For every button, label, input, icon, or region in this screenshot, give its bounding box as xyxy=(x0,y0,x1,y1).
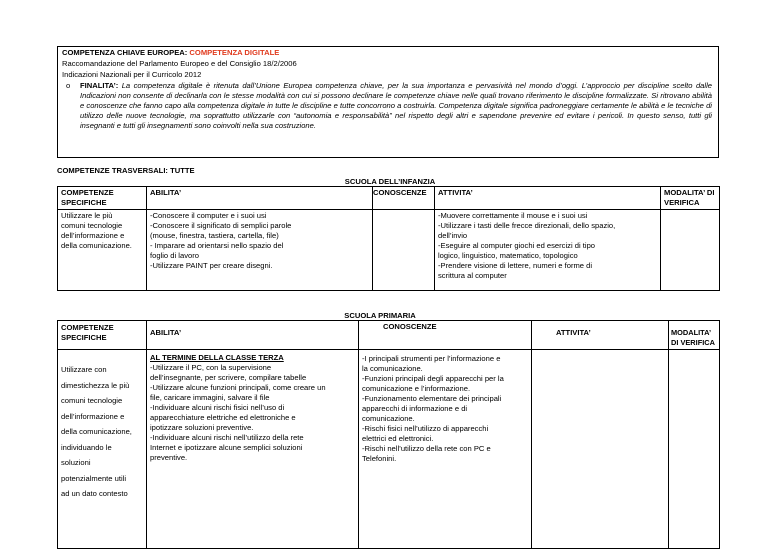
primaria-competenze-line: soluzioni xyxy=(61,458,91,467)
primaria-attivita-cell xyxy=(532,350,669,549)
infanzia-competenze-line: della comunicazione. xyxy=(61,241,132,250)
primaria-abilita-cell xyxy=(147,350,359,549)
infanzia-header-conoscenze: CONOSCENZE xyxy=(373,187,435,210)
primaria-abilita-line: file, caricare immagini, salvare il file xyxy=(150,393,270,402)
primaria-conoscenze-line: comunicazione e l’informazione. xyxy=(362,384,471,393)
primaria-conoscenze-line: elettrici ed elettronici. xyxy=(362,434,434,443)
primaria-abilita-line: -Utilizzare il PC, con la supervisione xyxy=(150,363,272,372)
primaria-modalita-cell xyxy=(669,350,720,549)
primaria-abilita-line: preventive. xyxy=(150,453,188,462)
infanzia-header-abilita: ABILITA’ xyxy=(147,187,373,210)
finalita-text: La competenza digitale è ritenuta dall’Unione Europea competenza chiave, per la sua importanza e pervasività nel mondo d’oggi. L’approccio per discipline scelto dalle Indicazioni non consente di declinarla con le stesse modalità con cui si possono declinare le competenze chiave nelle quali trovano riferimento le discipline formalizzate. Si ritrovano abilità e conoscenze che fanno capo alla competenza digitale in tutte le discipline e tutte concorrono a costruirla. Competenza digitale significa padroneggiare certamente le abilità e le tecniche di utilizzo delle nuove tecnologie, ma soprattutto utilizzarle con “autonomia e responsabilità” nel rispetto degli altri e sapendone prevenire ed evitare i pericoli. In questo senso, tutti gli insegnanti e tutti gli insegnamenti sono coinvolti nella sua costruzione. xyxy=(80,81,712,130)
infanzia-competenze-cell xyxy=(58,210,147,291)
infanzia-abilita-line: -Conoscere il significato di semplici parole xyxy=(150,221,292,230)
primaria-conoscenze-line: comunicazione. xyxy=(362,414,415,423)
infanzia-attivita-line: logico, linguistico, matematico, topologico xyxy=(438,251,578,260)
primaria-competenze-line: comuni tecnologie xyxy=(61,396,123,405)
infanzia-abilita-line: (mouse, finestra, tastiera, cartella, file) xyxy=(150,231,279,240)
finalita-label: FINALITA’: xyxy=(80,81,119,90)
infanzia-abilita-line: foglio di lavoro xyxy=(150,251,199,260)
infanzia-attivita-line: -Prendere visione di lettere, numeri e forme di xyxy=(438,261,593,270)
primaria-abilita-line: -Individuare alcuni rischi fisici nell’uso di xyxy=(150,403,285,412)
infanzia-attivita-cell xyxy=(435,210,661,291)
infanzia-conoscenze-cell xyxy=(373,210,435,291)
infanzia-competenze-line: Utilizzare le più xyxy=(61,211,113,220)
infanzia-attivita-line: dell’invio xyxy=(438,231,468,240)
primaria-competenze-line: dell’informazione e xyxy=(61,411,125,421)
page-title xyxy=(62,48,712,58)
primaria-competenze-line: individuando le xyxy=(61,442,112,452)
primaria-conoscenze-line: -Funzionamento elementare dei principali xyxy=(362,394,502,403)
primaria-abilita-line: Internet e ipotizzare alcune semplici soluzioni xyxy=(150,443,303,452)
infanzia-modalita-cell xyxy=(661,210,720,291)
primaria-abilita-line: ipotizzare soluzioni preventive. xyxy=(150,423,254,432)
infanzia-abilita-line: - Imparare ad orientarsi nello spazio del xyxy=(150,241,284,250)
primaria-table xyxy=(57,320,720,549)
primaria-conoscenze-cell xyxy=(359,350,532,549)
bullet-marker: o xyxy=(66,81,71,90)
reference-line: Raccomandazione del Parlamento Europeo e del Consiglio 18/2/2006 xyxy=(62,59,297,68)
competenze-trasversali: COMPETENZE TRASVERSALI: TUTTE xyxy=(57,166,195,175)
primaria-conoscenze-line: -I principali strumenti per l’informazione e xyxy=(362,354,501,363)
primaria-header-competenze: COMPETENZE SPECIFICHE xyxy=(58,321,147,350)
primaria-header-attivita: ATTIVITA’ xyxy=(532,321,669,350)
primaria-competenze-line: dimestichezza le più xyxy=(61,380,130,390)
primaria-conoscenze-line: -Rischi nell’utilizzo della rete con PC e xyxy=(362,444,491,453)
primaria-abilita-line: dell’insegnante, per scrivere, compilare tabelle xyxy=(150,373,307,382)
primaria-header-abilita: ABILITA’ xyxy=(147,321,359,350)
primaria-title: SCUOLA PRIMARIA xyxy=(344,311,416,320)
infanzia-competenze-line: comuni tecnologie xyxy=(61,221,123,230)
infanzia-attivita-line: scrittura al computer xyxy=(438,271,507,280)
infanzia-table xyxy=(57,186,720,291)
primaria-competenze-line: ad un dato contesto xyxy=(61,489,128,498)
primaria-header-conoscenze: CONOSCENZE xyxy=(359,321,532,350)
infanzia-header-competenze: COMPETENZE SPECIFICHE xyxy=(58,187,147,210)
primaria-competenze-cell xyxy=(58,350,147,549)
primaria-conoscenze-line: -Rischi fisici nell’utilizzo di apparecchi xyxy=(362,424,489,433)
title-prefix: COMPETENZA CHIAVE EUROPEA: xyxy=(62,48,190,57)
infanzia-attivita-line: -Eseguire al computer giochi ed esercizi di tipo xyxy=(438,241,596,250)
primaria-abilita-heading: AL TERMINE DELLA CLASSE TERZA xyxy=(150,353,284,362)
finalita-paragraph xyxy=(80,81,712,131)
infanzia-abilita-line: -Utilizzare PAINT per creare disegni. xyxy=(150,261,273,270)
primaria-header-modalita: MODALITA’ DI VERIFICA xyxy=(669,321,720,350)
primaria-conoscenze-line: la comunicazione. xyxy=(362,364,423,373)
curriculum-line: Indicazioni Nazionali per il Curricolo 2012 xyxy=(62,70,202,79)
primaria-competenze-line: della comunicazione, xyxy=(61,427,132,436)
primaria-competenze-line: Utilizzare con xyxy=(61,365,107,374)
primaria-abilita-line: -Individuare alcuni rischi nell’utilizzo della rete xyxy=(150,433,304,442)
primaria-competenze-line: potenzialmente utili xyxy=(61,473,127,483)
title-highlight: COMPETENZA DIGITALE xyxy=(189,48,280,57)
primaria-abilita-line: apparecchiature elettriche ed elettroniche e xyxy=(150,413,296,422)
primaria-conoscenze-line: Telefonini. xyxy=(362,454,397,463)
infanzia-attivita-line: -Utilizzare i tasti delle frecce direzionali, dello spazio, xyxy=(438,221,616,230)
infanzia-attivita-line: -Muovere correttamente il mouse e i suoi usi xyxy=(438,211,588,220)
infanzia-competenze-line: dell’informazione e xyxy=(61,231,125,240)
infanzia-abilita-cell xyxy=(147,210,373,291)
infanzia-header-modalita: MODALITA’ DI VERIFICA xyxy=(661,187,720,210)
primaria-conoscenze-line: -Funzioni principali degli apparecchi per la xyxy=(362,374,504,383)
infanzia-title: SCUOLA DELL’INFANZIA xyxy=(344,177,436,186)
primaria-abilita-line: -Utilizzare alcune funzioni principali, come creare un xyxy=(150,383,326,392)
primaria-conoscenze-line: apparecchi di informazione e di xyxy=(362,404,468,413)
infanzia-abilita-line: -Conoscere il computer e i suoi usi xyxy=(150,211,267,220)
infanzia-header-attivita: ATTIVITA’ xyxy=(435,187,661,210)
